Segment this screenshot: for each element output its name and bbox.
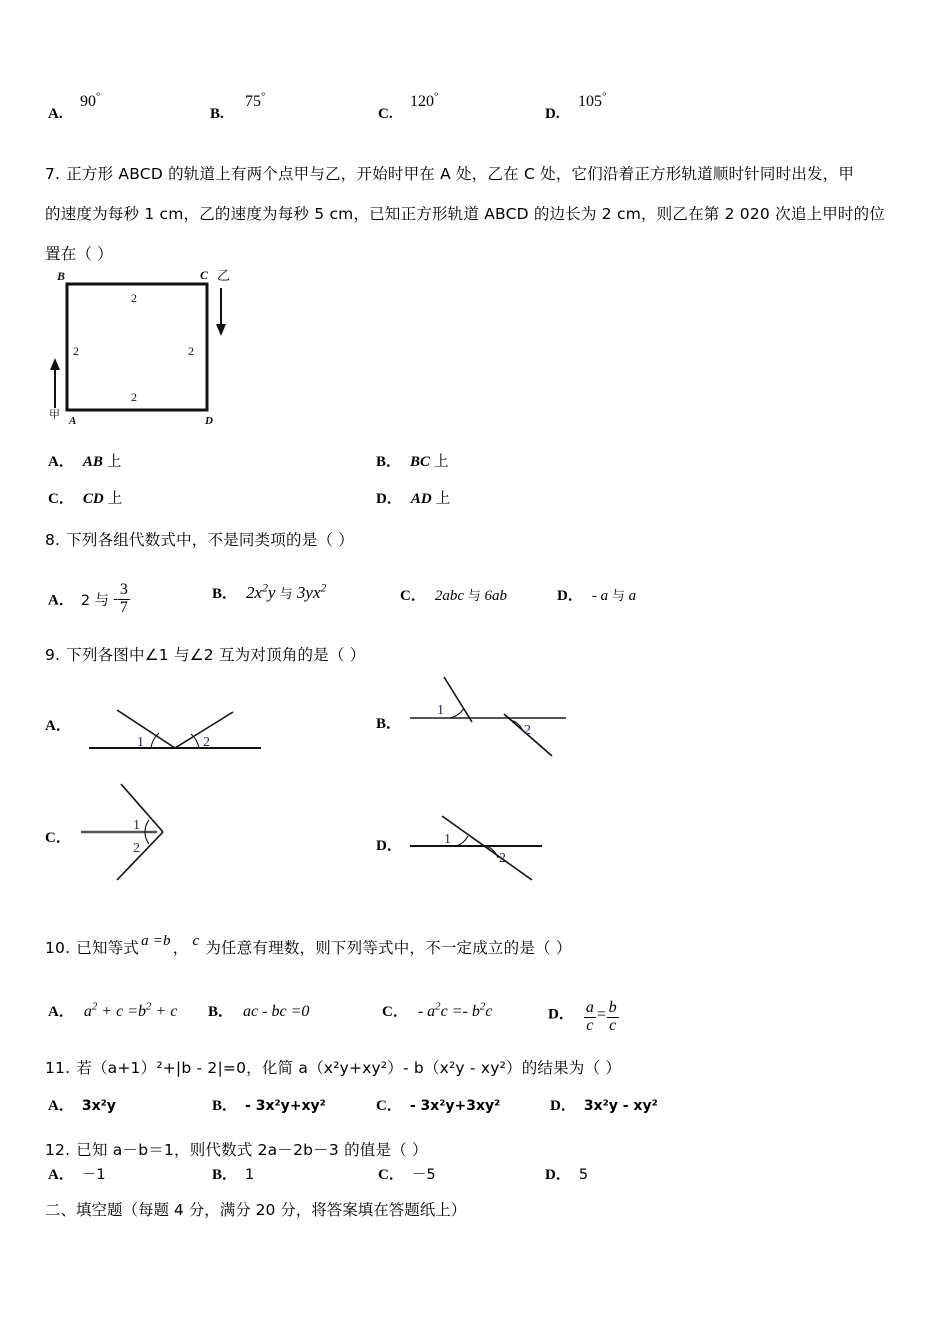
q6-option-d-label: D. (545, 106, 560, 122)
q7-mover-label-yi: 乙 (217, 269, 231, 284)
q7-arrow-up (50, 358, 60, 408)
q7-option-a[interactable]: A． AB 上 (48, 454, 122, 470)
q9-option-d-label: D． (376, 838, 402, 854)
q7-side-label-left: 2 (73, 344, 79, 358)
q11-option-a[interactable]: A． 3x²y (48, 1098, 116, 1114)
q7-side-label-bottom: 2 (131, 390, 137, 404)
q8-option-b[interactable]: B． $2x^2y$ 与 $3yx^2$ (212, 581, 327, 602)
q8-option-a-fraction: $\frac{3}{7}$ (119, 581, 128, 616)
q8-option-c-expr: 2abc 与 6ab (434, 588, 508, 604)
q9-figure-b (406, 676, 606, 776)
q9-figure-c (71, 780, 271, 884)
q11-option-d-expr: 3x²y - xy² (583, 1098, 658, 1114)
q10-stem-comma: ， (172, 939, 189, 957)
q12-option-a-expr: －1 (81, 1167, 106, 1183)
q10-option-b-expr: ac - bc =0 (243, 1003, 310, 1020)
q10-option-c-expr: - $a^2c =- b^2c$ (417, 1000, 493, 1020)
q12-option-c[interactable]: C． －5 (378, 1167, 436, 1183)
q9-figure-d (406, 796, 606, 892)
q7-option-b[interactable]: B． BC 上 (376, 454, 449, 470)
q7-option-d[interactable]: D． AD 上 (376, 491, 451, 507)
q12-option-d-expr: 5 (578, 1167, 589, 1183)
q11-option-c-expr: - 3x²y+3xy² (409, 1098, 501, 1114)
q12-option-c-expr: －5 (411, 1167, 436, 1183)
q12-option-b[interactable]: B． 1 (212, 1167, 255, 1183)
q12-option-b-expr: 1 (245, 1167, 255, 1183)
q9-a-angle-2: 2 (203, 735, 210, 750)
q11-option-c[interactable]: C． - 3x²y+3xy² (376, 1098, 501, 1114)
q10-option-c[interactable]: C． - $a^2c =- b^2c$ (382, 1000, 493, 1020)
q9-a-angle-1: 1 (137, 735, 144, 750)
q6-option-b-value: 75° (245, 90, 266, 110)
q9-b-angle-1: 1 (437, 703, 444, 718)
q6-option-d-value: 105° (578, 90, 607, 110)
q10-stem-before: 已知等式 (76, 939, 140, 957)
q7-side-label-top: 2 (131, 291, 137, 305)
q8-option-d-expr: - a 与 a (591, 588, 637, 604)
q10-option-d-expr: $\frac{a}{c}$ = $\frac{b}{c}$ (585, 999, 617, 1034)
q7-stem-line-3: 置在（ ） (45, 245, 113, 263)
question-8-stem: 8. 下列各组代数式中，不是同类项的是（ ） (45, 531, 354, 549)
q9-option-b-label: B． (376, 716, 402, 732)
q6-option-c-label: C. (378, 106, 393, 122)
q9-b-angle-2: 2 (524, 723, 531, 738)
q10-stem-variable: c (192, 933, 200, 949)
q8-option-a[interactable]: A． 2 与 - $\frac{3}{7}$ (48, 581, 128, 616)
q8-option-c[interactable]: C． 2abc 与 6ab (400, 588, 508, 604)
q10-option-a[interactable]: A． $a^2 + c =b^2 + c$ (48, 1000, 178, 1020)
q7-vertex-label-a: A (69, 415, 77, 427)
q10-stem-after: 为任意有理数，则下列等式中，不一定成立的是（ ） (205, 939, 572, 957)
q11-option-d[interactable]: D． 3x²y - xy² (550, 1098, 658, 1114)
question-9-stem: 9. 下列各图中∠1 与∠2 互为对顶角的是（ ） (45, 646, 366, 664)
q9-d-angle-1: 1 (444, 832, 451, 847)
q9-option-c-label: C． (45, 830, 71, 846)
q10-option-a-expr: $a^2 + c =b^2 + c$ (83, 1000, 178, 1020)
q7-vertex-label-c: C (200, 268, 209, 282)
q8-option-d[interactable]: D． - a 与 a (557, 588, 637, 604)
q6-option-a-value: 90° (80, 90, 101, 110)
q10-option-d-right-fraction: $\frac{b}{c}$ (608, 999, 617, 1034)
question-7 (45, 154, 925, 274)
q7-figure (45, 266, 280, 434)
q10-option-d-left-fraction: $\frac{a}{c}$ (585, 999, 594, 1034)
q6-option-a-label: A. (48, 106, 63, 122)
q7-vertex-label-d: D (205, 415, 213, 427)
q8-option-b-expr: $2x^2y$ 与 $3yx^2$ (246, 581, 327, 602)
q11-option-b-expr: - 3x²y+xy² (245, 1098, 326, 1114)
question-10-stem (45, 928, 805, 961)
question-12-stem: 12. 已知 a－b＝1，则代数式 2a－2b－3 的值是（ ） (45, 1141, 428, 1159)
q6-option-b-label: B. (210, 106, 224, 122)
q7-side-label-right: 2 (188, 344, 194, 358)
q7-vertex-label-b: B (57, 269, 66, 283)
q10-option-b[interactable]: B． ac - bc =0 (208, 1003, 310, 1020)
question-11-stem: 11. 若（a+1）²+|b - 2|=0，化简 a（x²y+xy²）- b（x²y - xy²）的结果为（ ） (45, 1059, 622, 1077)
q7-mover-label-jia: 甲 (49, 408, 60, 421)
q11-option-a-expr: 3x²y (81, 1098, 116, 1114)
q7-stem-line-2: 的速度为每秒 1 cm，乙的速度为每秒 5 cm，已知正方形轨道 ABCD 的边长为 2 cm，则乙在第 2 020 次追上甲时的位 (45, 205, 886, 223)
q7-arrow-down (216, 288, 226, 336)
q9-option-a-label: A． (45, 718, 71, 734)
q10-stem-equation: a =b (141, 933, 171, 949)
q7-stem-line-1: 7. 正方形 ABCD 的轨道上有两个点甲与乙，开始时甲在 A 处，乙在 C 处，它们沿着正方形轨道顺时针同时出发，甲 (45, 165, 855, 183)
q12-option-a[interactable]: A． －1 (48, 1167, 106, 1183)
q10-number: 10. (45, 939, 71, 957)
q9-c-angle-2: 2 (133, 841, 140, 856)
q6-option-c-value: 120° (410, 90, 439, 110)
q10-option-d[interactable]: D． $\frac{a}{c}$ = $\frac{b}{c}$ (548, 999, 617, 1034)
q9-figure-a (81, 690, 281, 760)
q9-c-angle-1: 1 (133, 818, 140, 833)
q7-option-c[interactable]: C． CD 上 (48, 491, 123, 507)
section-2-heading: 二、填空题（每题 4 分，满分 20 分，将答案填在答题纸上） (45, 1201, 467, 1219)
q9-d-angle-2: 2 (499, 851, 506, 866)
q12-option-d[interactable]: D． 5 (545, 1167, 589, 1183)
q11-option-b[interactable]: B． - 3x²y+xy² (212, 1098, 326, 1114)
q8-option-a-sign: - (113, 591, 118, 607)
